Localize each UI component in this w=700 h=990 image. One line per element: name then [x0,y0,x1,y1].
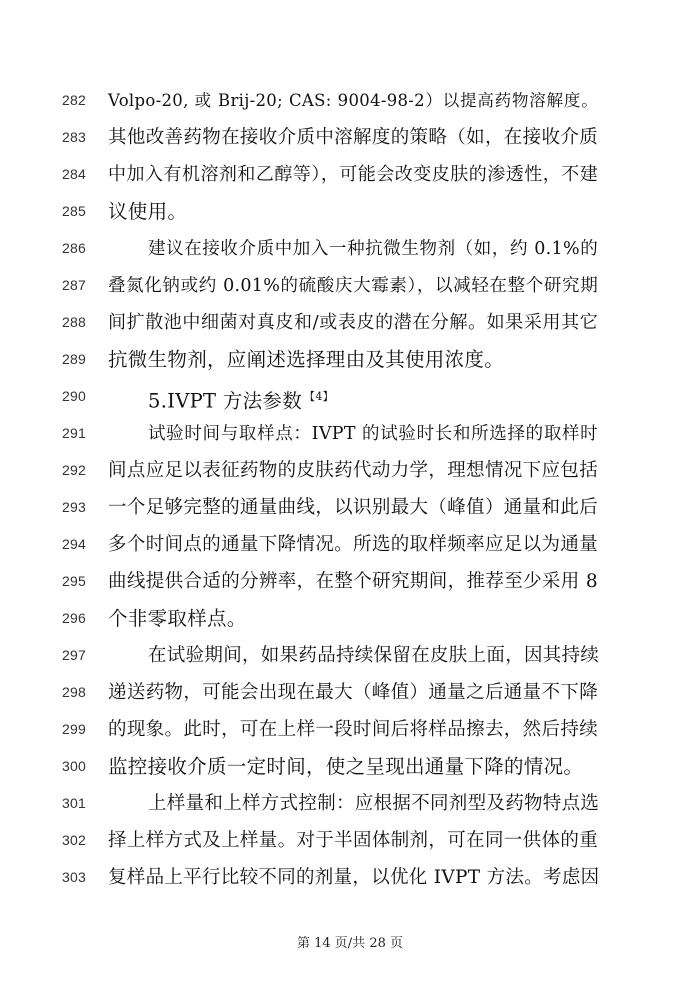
line-number: 296 [62,610,86,626]
line-number: 297 [62,647,86,663]
line-text: 试验时间与取样点：IVPT 的试验时长和所选择的取样时 [148,424,598,444]
section-heading [148,382,598,417]
section-heading-line [0,382,700,420]
line-number: 284 [62,166,86,182]
line-text: 上样量和上样方式控制：应根据不同剂型及药物特点选 [148,793,600,814]
line-text: Volpo-20, 或 Brij-20; CAS: 9004-98-2）以提高药物溶解度。 [108,91,598,110]
line-number: 288 [62,314,86,330]
line-text: 多个时间点的通量下降情况。所选的取样频率应足以为通量 [108,534,598,555]
line-text: 择上样方式及上样量。对于半固体制剂，可在同一供体的重 [108,830,598,851]
line-text: 其他改善药物在接收介质中溶解度的策略（如，在接收介质 [108,127,598,148]
line-text: 议使用。 [108,200,188,223]
text-line [0,160,700,198]
line-number: 301 [62,795,86,811]
text-line [0,456,700,494]
text-line [0,863,700,901]
line-text: 中加入有机溶剂和乙醇等），可能会改变皮肤的渗透性，不建 [108,164,598,185]
line-text: 监控接收介质一定时间，使之呈现出通量下降的情况。 [108,755,584,778]
line-number: 291 [62,425,86,441]
text-line [0,123,700,161]
text-line [0,345,700,383]
text-line [0,234,700,272]
line-text: 一个足够完整的通量曲线，以识别最大（峰值）通量和此后 [108,497,598,518]
line-text: 复样品上平行比较不同的剂量，以优化 IVPT 方法。考虑因 [108,867,600,888]
text-line [0,86,700,124]
line-number: 286 [62,240,86,256]
line-text: 个非零取样点。 [108,607,247,630]
line-text: 叠氮化钠或约 0.01%的硫酸庆大霉素），以减轻在整个研究期 [108,276,598,296]
text-line [0,308,700,346]
text-line [0,271,700,309]
line-number: 289 [62,351,86,367]
line-text: 抗微生物剂，应阐述选择理由及其使用浓度。 [108,348,505,371]
line-text: 间扩散池中细菌对真皮和/或表皮的潜在分解。如果采用其它 [108,312,598,333]
section-heading-text: 5.IVPT 方法参数 [148,389,303,413]
reference-marker: 【4】 [304,390,334,403]
line-number: 290 [62,388,86,404]
line-number: 294 [62,536,86,552]
line-number: 287 [62,277,86,293]
text-line [0,530,700,568]
line-number: 283 [62,129,86,145]
page-footer: 第 14 页/共 28 页 [297,936,403,951]
line-number: 302 [62,832,86,848]
text-line [0,826,700,864]
text-line [0,752,700,790]
line-number: 298 [62,684,86,700]
text-line [0,197,700,235]
text-line [0,567,700,605]
text-line [0,789,700,827]
line-text: 曲线提供合适的分辨率，在整个研究期间，推荐至少采用 8 [108,571,598,592]
line-text: 在试验期间，如果药品持续保留在皮肤上面，因其持续 [148,645,600,666]
line-text: 建议在接收介质中加入一种抗微生物剂（如，约 0.1%的 [148,239,598,259]
text-line [0,604,700,642]
line-text: 间点应足以表征药物的皮肤药代动力学，理想情况下应包括 [108,460,598,481]
text-line [0,419,700,457]
line-text: 的现象。此时，可在上样一段时间后将样品擦去，然后持续 [108,719,598,740]
line-number: 292 [62,462,86,478]
text-line [0,493,700,531]
line-number: 293 [62,499,86,515]
line-number: 299 [62,721,86,737]
line-number: 295 [62,573,86,589]
text-line [0,641,700,679]
line-number: 285 [62,203,86,219]
text-line [0,678,700,716]
line-number: 300 [62,758,86,774]
line-number: 303 [62,869,86,885]
text-line [0,715,700,753]
line-number: 282 [62,92,86,108]
line-text: 递送药物，可能会出现在最大（峰值）通量之后通量不下降 [108,682,598,703]
